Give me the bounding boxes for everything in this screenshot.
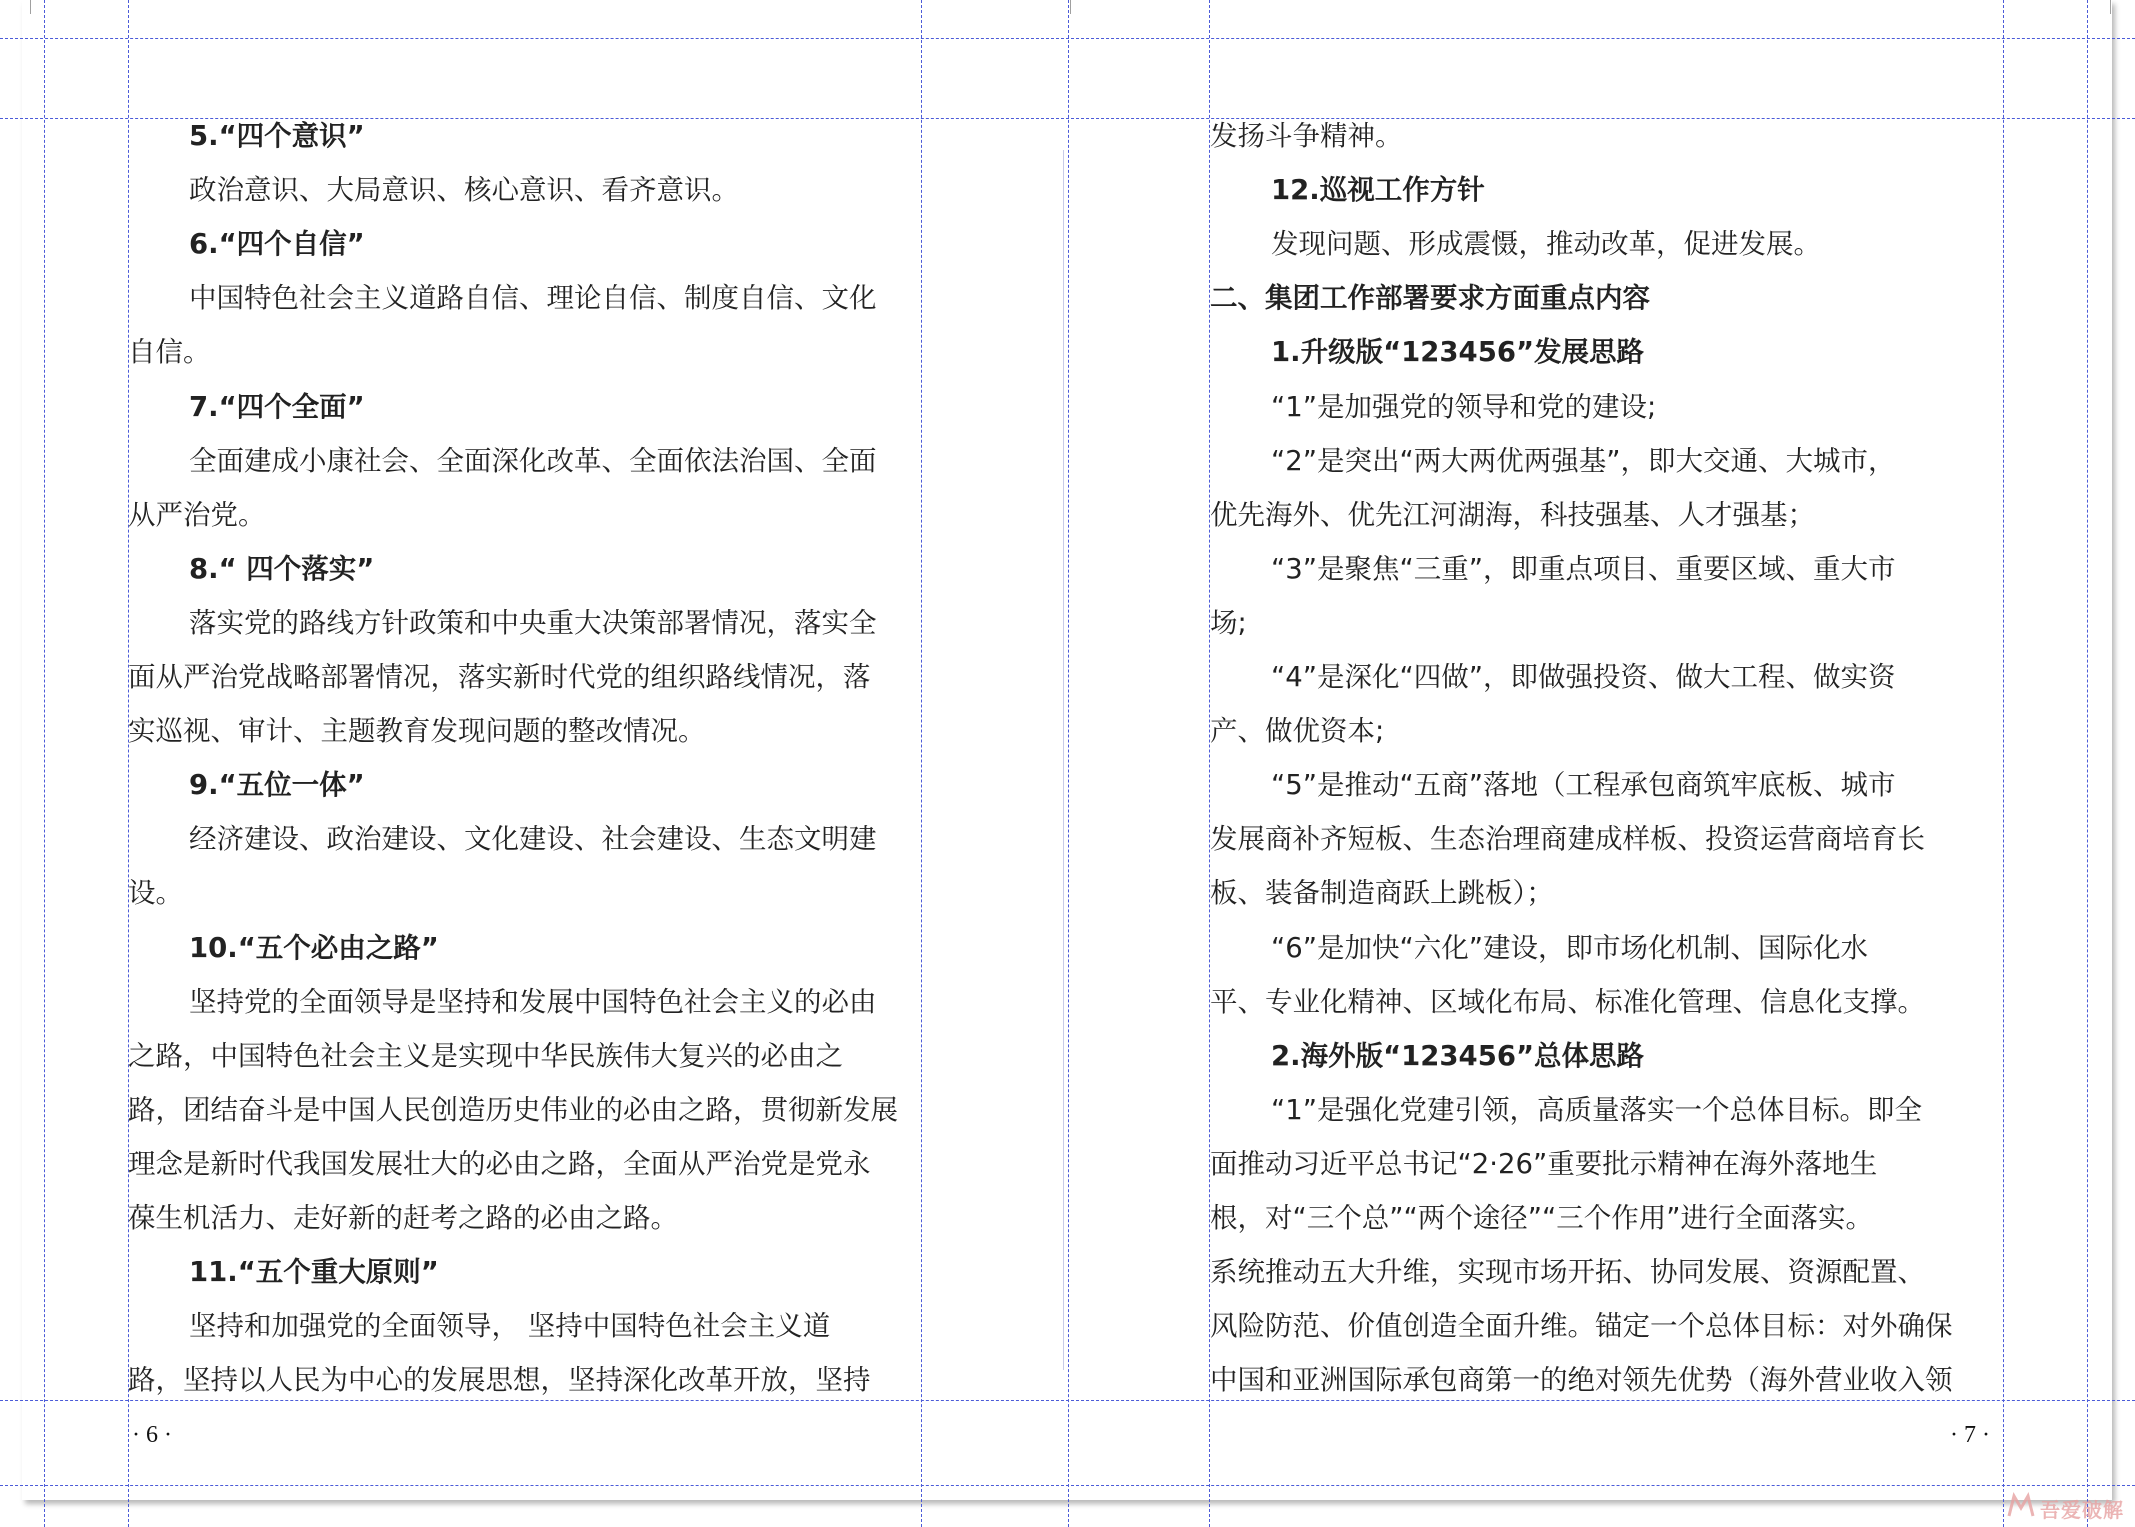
paragraph-line: 中国特色社会主义道路自信、理论自信、制度自信、文化 — [189, 282, 877, 315]
section-heading: 7.“四个全面” — [189, 390, 365, 423]
section-heading: 11.“五个重大原则” — [189, 1256, 439, 1289]
paragraph-line: 发展商补齐短板、生态治理商建成样板、投资运营商培育长 — [1210, 823, 1925, 856]
paragraph-line: 路，团结奋斗是中国人民创造历史伟业的必由之路，贯彻新发展 — [128, 1093, 898, 1126]
layout-guide — [921, 0, 922, 1527]
section-heading: 12.巡视工作方针 — [1271, 174, 1485, 207]
paragraph-line: 经济建设、政治建设、文化建设、社会建设、生态文明建 — [189, 823, 877, 856]
paragraph-line: “5”是推动“五商”落地（工程承包商筑牢底板、城市 — [1271, 769, 1896, 802]
left-page-number: · 6 · — [132, 1422, 172, 1448]
paragraph-line: 风险防范、价值创造全面升维。锚定一个总体目标：对外确保 — [1210, 1310, 1953, 1343]
paragraph-line: 坚持和加强党的全面领导， 坚持中国特色社会主义道 — [189, 1310, 831, 1343]
paragraph-line: 实巡视、审计、主题教育发现问题的整改情况。 — [128, 715, 706, 748]
paragraph-line: 路，坚持以人民为中心的发展思想，坚持深化改革开放，坚持 — [128, 1364, 871, 1397]
section-heading: 10.“五个必由之路” — [189, 931, 439, 964]
spread-gutter — [1063, 150, 1064, 1370]
paragraph-line: “1”是强化党建引领，高质量落实一个总体目标。即全 — [1271, 1093, 1922, 1126]
paragraph-line: 场; — [1210, 606, 1247, 639]
paragraph-line: 系统推动五大升维，实现市场开拓、协同发展、资源配置、 — [1210, 1256, 1925, 1289]
paragraph-line: 板、装备制造商跃上跳板）； — [1210, 877, 1554, 910]
section-heading: 5.“四个意识” — [189, 120, 365, 152]
paragraph-line: 理念是新时代我国发展壮大的必由之路，全面从严治党是党永 — [128, 1147, 871, 1180]
paragraph-line: 产、做优资本; — [1210, 715, 1385, 748]
section-heading: 8.“ 四个落实” — [189, 552, 375, 585]
paragraph-line: 从严治党。 — [128, 498, 266, 531]
paragraph-line: “2”是突出“两大两优两强基”，即大交通、大城市， — [1271, 444, 1896, 477]
section-heading: 1.升级版“123456”发展思路 — [1271, 336, 1645, 369]
layout-guide — [0, 38, 2135, 39]
paragraph-line: 之路，中国特色社会主义是实现中华民族伟大复兴的必由之 — [128, 1039, 843, 1072]
paragraph-line: “3”是聚焦“三重”，即重点项目、重要区域、重大市 — [1271, 552, 1896, 585]
layout-guide — [44, 0, 45, 1527]
paragraph-line: 根，对“三个总”“两个途径”“三个作用”进行全面落实。 — [1210, 1202, 1873, 1234]
layout-guide — [2087, 0, 2088, 1527]
paragraph-line: 自信。 — [128, 336, 211, 369]
ruler-tick — [30, 0, 31, 14]
watermark-logo-icon — [2006, 1490, 2036, 1520]
section-heading: 二、集团工作部署要求方面重点内容 — [1210, 282, 1650, 315]
paragraph-line: 面从严治党战略部署情况，落实新时代党的组织路线情况，落 — [128, 661, 871, 693]
section-heading: 9.“五位一体” — [189, 769, 365, 802]
paragraph-line: 优先海外、优先江河湖海，科技强基、人才强基； — [1210, 498, 1815, 531]
section-heading: 2.海外版“123456”总体思路 — [1271, 1039, 1645, 1072]
paragraph-line: “6”是加快“六化”建设，即市场化机制、国际化水 — [1271, 931, 1868, 964]
paragraph-line: “1”是加强党的领导和党的建设; — [1271, 390, 1657, 423]
paragraph-line: 面推动习近平总书记“2·26”重要批示精神在海外落地生 — [1210, 1147, 1878, 1180]
paragraph-line: 设。 — [128, 877, 183, 910]
layout-guide — [0, 1400, 2135, 1401]
ruler-tick — [1070, 0, 1071, 14]
ruler-tick — [2110, 0, 2111, 14]
paragraph-line: 发扬斗争精神。 — [1210, 120, 1403, 152]
right-page-number: · 7 · — [1950, 1422, 1990, 1448]
paragraph-line: 平、专业化精神、区域化布局、标准化管理、信息化支撑。 — [1210, 985, 1925, 1018]
paragraph-line: 葆生机活力、走好新的赶考之路的必由之路。 — [128, 1202, 678, 1234]
layout-guide — [1068, 0, 1069, 1527]
paragraph-line: 政治意识、大局意识、核心意识、看齐意识。 — [189, 174, 739, 207]
watermark — [2006, 1490, 2126, 1524]
layout-guide — [0, 1485, 2135, 1486]
paragraph-line: 发现问题、形成震慑，推动改革，促进发展。 — [1271, 228, 1821, 261]
paragraph-line: “4”是深化“四做”，即做强投资、做大工程、做实资 — [1271, 661, 1896, 693]
layout-guide — [2003, 0, 2004, 1527]
watermark-text: 吾爱破解 — [2040, 1498, 2124, 1522]
paragraph-line: 坚持党的全面领导是坚持和发展中国特色社会主义的必由 — [189, 985, 877, 1018]
paragraph-line: 中国和亚洲国际承包商第一的绝对领先优势（海外营业收入领 — [1210, 1364, 1953, 1397]
paragraph-line: 全面建成小康社会、全面深化改革、全面依法治国、全面 — [189, 444, 877, 477]
section-heading: 6.“四个自信” — [189, 228, 365, 261]
paragraph-line: 落实党的路线方针政策和中央重大决策部署情况，落实全 — [189, 606, 877, 639]
